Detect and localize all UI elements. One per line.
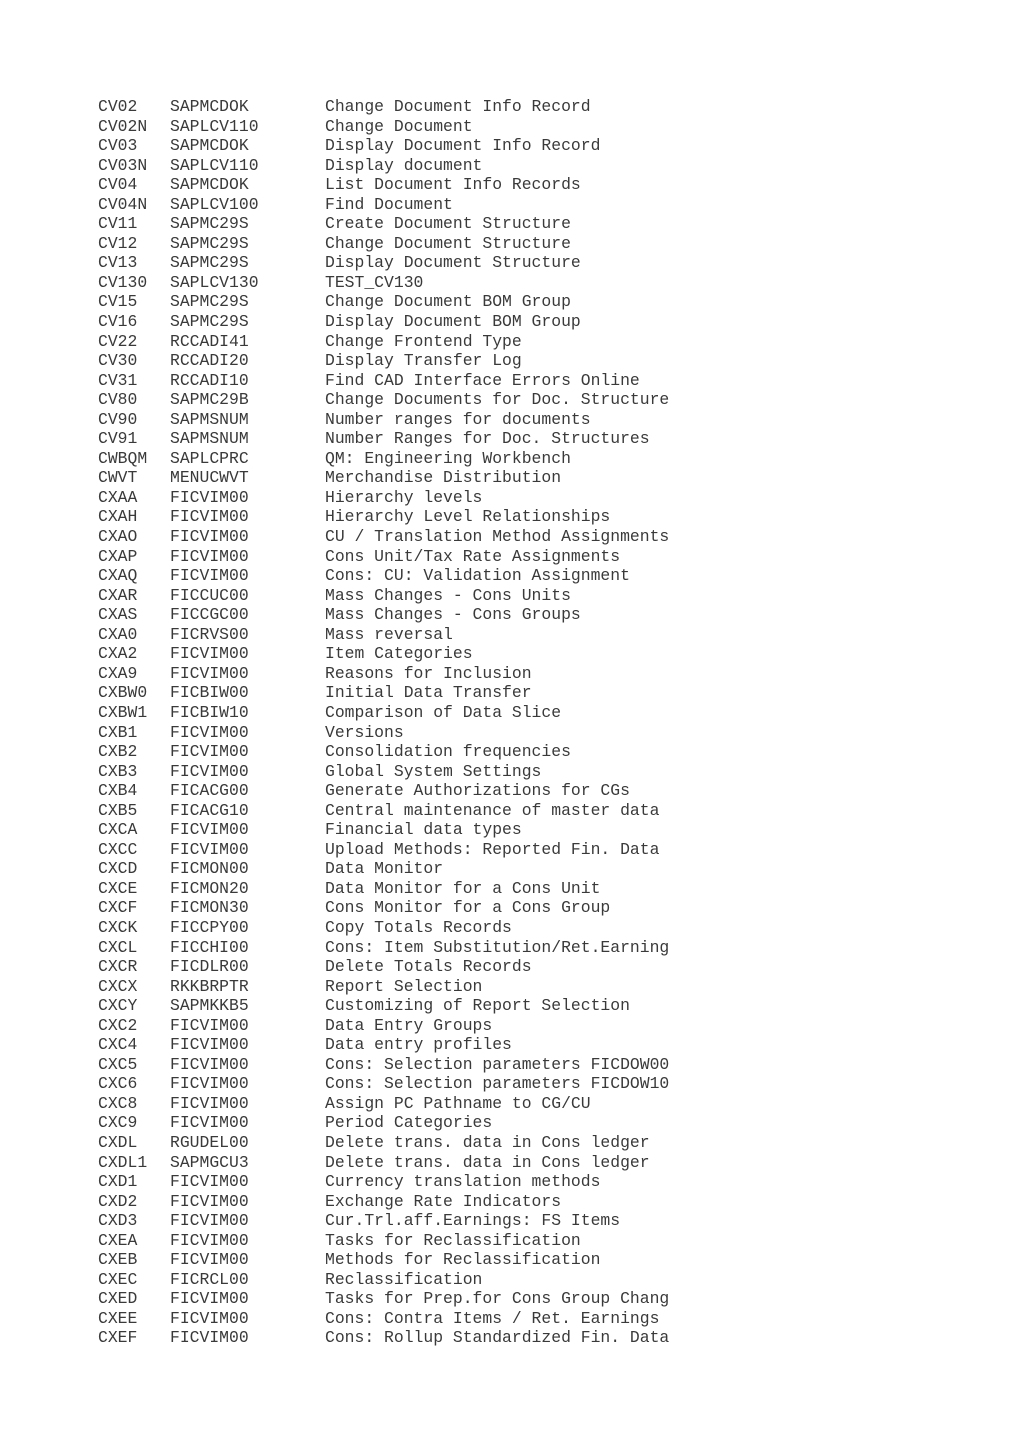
transaction-code: CXC6 (98, 1074, 138, 1094)
transaction-code: CXA2 (98, 644, 138, 664)
transaction-code: CV16 (98, 312, 138, 332)
transaction-row (98, 1211, 669, 1231)
transaction-code: CXCK (98, 917, 138, 937)
program-name: SAPLCPRC (170, 448, 249, 468)
transaction-row (98, 664, 669, 684)
transaction-description: Number Ranges for Doc. Structures (325, 429, 650, 449)
transaction-code: CXC4 (98, 1035, 138, 1055)
transaction-row (98, 527, 669, 547)
transaction-code: CXED (98, 1289, 138, 1309)
transaction-row (98, 156, 669, 176)
transaction-description: Change Documents for Doc. Structure (325, 390, 670, 410)
transaction-row (98, 175, 669, 195)
transaction-description: Change Document Structure (325, 233, 571, 253)
transaction-row (98, 1289, 669, 1309)
transaction-list (98, 97, 669, 1348)
transaction-description: Global System Settings (325, 761, 542, 781)
transaction-row (98, 898, 669, 918)
transaction-row (98, 762, 669, 782)
program-name: FICVIM00 (170, 546, 249, 566)
transaction-description: Display Transfer Log (325, 351, 522, 371)
transaction-row (98, 1250, 669, 1270)
transaction-row (98, 1016, 669, 1036)
transaction-row (98, 429, 669, 449)
program-name: FICRVS00 (170, 624, 249, 644)
transaction-code: CV04 (98, 175, 138, 195)
transaction-code: CV31 (98, 370, 138, 390)
program-name: SAPMSNUM (170, 409, 249, 429)
transaction-row (98, 1172, 669, 1192)
program-name: RGUDEL00 (170, 1132, 249, 1152)
transaction-description: Mass Changes - Cons Groups (325, 605, 581, 625)
transaction-code: CXEE (98, 1308, 138, 1328)
transaction-description: Change Document Info Record (325, 97, 591, 116)
transaction-code: CXC9 (98, 1113, 138, 1133)
transaction-description: Hierarchy Level Relationships (325, 507, 611, 527)
program-name: FICACG10 (170, 800, 249, 820)
transaction-code: CXB2 (98, 742, 138, 762)
transaction-row (98, 1192, 669, 1212)
transaction-description: Cons: Selection parameters FICDOW00 (325, 1054, 670, 1074)
program-name: FICVIM00 (170, 1191, 249, 1211)
transaction-code: CXA9 (98, 663, 138, 683)
program-name: FICVIM00 (170, 527, 249, 547)
transaction-code: CV15 (98, 292, 138, 312)
transaction-row (98, 801, 669, 821)
transaction-row (98, 996, 669, 1016)
transaction-row (98, 351, 669, 371)
program-name: FICVIM00 (170, 1113, 249, 1133)
transaction-row (98, 214, 669, 234)
program-name: FICVIM00 (170, 487, 249, 507)
transaction-code: CXDL (98, 1132, 138, 1152)
transaction-description: Data Monitor for a Cons Unit (325, 878, 601, 898)
transaction-row (98, 371, 669, 391)
program-name: SAPMC29S (170, 233, 249, 253)
transaction-description: Delete trans. data in Cons ledger (325, 1132, 650, 1152)
program-name: RCCADI10 (170, 370, 249, 390)
transaction-description: Delete trans. data in Cons ledger (325, 1152, 650, 1172)
transaction-description: Methods for Reclassification (325, 1250, 601, 1270)
program-name: FICVIM00 (170, 820, 249, 840)
program-name: SAPMC29B (170, 390, 249, 410)
transaction-description: QM: Engineering Workbench (325, 448, 571, 468)
transaction-code: CXAO (98, 527, 138, 547)
transaction-description: Cur.Trl.aff.Earnings: FS Items (325, 1211, 621, 1231)
transaction-description: CU / Translation Method Assignments (325, 527, 670, 547)
transaction-row (98, 273, 669, 293)
transaction-description: Change Document (325, 116, 473, 136)
transaction-description: Upload Methods: Reported Fin. Data (325, 839, 660, 859)
program-name: FICBIW00 (170, 683, 249, 703)
program-name: FICVIM00 (170, 1054, 249, 1074)
program-name: FICMON30 (170, 898, 249, 918)
transaction-code: CXD1 (98, 1172, 138, 1192)
transaction-row (98, 410, 669, 430)
transaction-description: Mass reversal (325, 624, 453, 644)
transaction-row (98, 195, 669, 215)
program-name: SAPMSNUM (170, 429, 249, 449)
transaction-code: CV130 (98, 272, 148, 292)
program-name: FICVIM00 (170, 761, 249, 781)
transaction-description: Data Entry Groups (325, 1015, 493, 1035)
transaction-row (98, 507, 669, 527)
transaction-row (98, 644, 669, 664)
transaction-row (98, 1074, 669, 1094)
transaction-description: Period Categories (325, 1113, 493, 1133)
program-name: SAPMKKB5 (170, 996, 249, 1016)
transaction-description: Assign PC Pathname to CG/CU (325, 1093, 591, 1113)
program-name: FICVIM00 (170, 566, 249, 586)
transaction-row (98, 820, 669, 840)
transaction-description: Initial Data Transfer (325, 683, 532, 703)
transaction-row (98, 1231, 669, 1251)
transaction-code: CXB3 (98, 761, 138, 781)
transaction-code: CV13 (98, 253, 138, 273)
transaction-description: Find Document (325, 194, 453, 214)
transaction-description: Cons: Selection parameters FICDOW10 (325, 1074, 670, 1094)
program-name: FICVIM00 (170, 742, 249, 762)
transaction-description: Currency translation methods (325, 1172, 601, 1192)
transaction-description: Cons Monitor for a Cons Group (325, 898, 611, 918)
transaction-code: CV22 (98, 331, 138, 351)
transaction-row (98, 312, 669, 332)
transaction-row (98, 840, 669, 860)
transaction-description: Cons: Rollup Standardized Fin. Data (325, 1328, 670, 1348)
program-name: FICACG00 (170, 781, 249, 801)
transaction-code: CV91 (98, 429, 138, 449)
transaction-row (98, 1153, 669, 1173)
program-name: SAPMCDOK (170, 136, 249, 156)
transaction-description: Item Categories (325, 644, 473, 664)
transaction-row (98, 742, 669, 762)
transaction-row (98, 566, 669, 586)
program-name: FICVIM00 (170, 839, 249, 859)
transaction-code: CXB1 (98, 722, 138, 742)
transaction-description: List Document Info Records (325, 175, 581, 195)
program-name: SAPLCV100 (170, 194, 259, 214)
transaction-description: Mass Changes - Cons Units (325, 585, 571, 605)
program-name: FICVIM00 (170, 1289, 249, 1309)
program-name: RCCADI20 (170, 351, 249, 371)
transaction-description: Cons: CU: Validation Assignment (325, 566, 630, 586)
transaction-row (98, 957, 669, 977)
transaction-row (98, 977, 669, 997)
transaction-code: CXAQ (98, 566, 138, 586)
program-name: SAPMGCU3 (170, 1152, 249, 1172)
transaction-code: CV02N (98, 116, 148, 136)
transaction-code: CV11 (98, 214, 138, 234)
program-name: FICVIM00 (170, 1308, 249, 1328)
program-name: FICDLR00 (170, 957, 249, 977)
program-name: MENUCWVT (170, 468, 249, 488)
transaction-description: Display Document BOM Group (325, 312, 581, 332)
program-name: FICVIM00 (170, 1035, 249, 1055)
transaction-row (98, 1133, 669, 1153)
transaction-row (98, 605, 669, 625)
program-name: SAPMC29S (170, 292, 249, 312)
transaction-row (98, 292, 669, 312)
transaction-code: CV90 (98, 409, 138, 429)
transaction-code: CXCA (98, 820, 138, 840)
program-name: FICBIW10 (170, 702, 249, 722)
program-name: SAPLCV110 (170, 116, 259, 136)
transaction-code: CXCE (98, 878, 138, 898)
program-name: SAPMC29S (170, 312, 249, 332)
program-name: SAPMCDOK (170, 175, 249, 195)
transaction-description: Comparison of Data Slice (325, 702, 562, 722)
transaction-row (98, 918, 669, 938)
transaction-row (98, 136, 669, 156)
transaction-code: CXD2 (98, 1191, 138, 1211)
transaction-row (98, 117, 669, 137)
transaction-row (98, 1328, 669, 1348)
transaction-row (98, 723, 669, 743)
transaction-description: Change Frontend Type (325, 331, 522, 351)
transaction-code: CXB5 (98, 800, 138, 820)
program-name: FICVIM00 (170, 1172, 249, 1192)
transaction-description: Cons Unit/Tax Rate Assignments (325, 546, 621, 566)
transaction-description: Data Monitor (325, 859, 444, 879)
program-name: FICVIM00 (170, 1328, 249, 1348)
transaction-code: CXDL1 (98, 1152, 148, 1172)
transaction-code: CXB4 (98, 781, 138, 801)
transaction-code: CXC8 (98, 1093, 138, 1113)
transaction-code: CV02 (98, 97, 138, 116)
program-name: FICCPY00 (170, 917, 249, 937)
transaction-row (98, 468, 669, 488)
transaction-row (98, 488, 669, 508)
transaction-row (98, 390, 669, 410)
transaction-description: Central maintenance of master data (325, 800, 660, 820)
transaction-description: Exchange Rate Indicators (325, 1191, 562, 1211)
program-name: RKKBRPTR (170, 976, 249, 996)
program-name: SAPMC29S (170, 253, 249, 273)
transaction-code: CXEB (98, 1250, 138, 1270)
transaction-code: CXA0 (98, 624, 138, 644)
transaction-description: Generate Authorizations for CGs (325, 781, 630, 801)
transaction-code: CV30 (98, 351, 138, 371)
program-name: FICCGC00 (170, 605, 249, 625)
program-name: FICVIM00 (170, 1015, 249, 1035)
program-name: FICVIM00 (170, 1230, 249, 1250)
transaction-row (98, 234, 669, 254)
transaction-description: Copy Totals Records (325, 917, 512, 937)
transaction-code: CXAP (98, 546, 138, 566)
program-name: FICMON00 (170, 859, 249, 879)
transaction-row (98, 859, 669, 879)
transaction-description: Financial data types (325, 820, 522, 840)
transaction-row (98, 1055, 669, 1075)
transaction-code: CV03N (98, 155, 148, 175)
transaction-description: Tasks for Reclassification (325, 1230, 581, 1250)
transaction-code: CWBQM (98, 448, 148, 468)
transaction-code: CV12 (98, 233, 138, 253)
transaction-row (98, 547, 669, 567)
transaction-description: Reclassification (325, 1269, 483, 1289)
transaction-row (98, 879, 669, 899)
program-name: SAPMCDOK (170, 97, 249, 116)
transaction-code: CWVT (98, 468, 138, 488)
transaction-code: CXEC (98, 1269, 138, 1289)
transaction-row (98, 1309, 669, 1329)
program-name: FICCUC00 (170, 585, 249, 605)
transaction-description: Create Document Structure (325, 214, 571, 234)
transaction-description: Change Document BOM Group (325, 292, 571, 312)
transaction-code: CV80 (98, 390, 138, 410)
transaction-row (98, 1035, 669, 1055)
program-name: FICVIM00 (170, 644, 249, 664)
transaction-row (98, 703, 669, 723)
transaction-code: CXAH (98, 507, 138, 527)
program-name: FICMON20 (170, 878, 249, 898)
transaction-code: CXCC (98, 839, 138, 859)
transaction-code: CV04N (98, 194, 148, 214)
program-name: SAPLCV110 (170, 155, 259, 175)
transaction-code: CXAS (98, 605, 138, 625)
program-name: FICVIM00 (170, 722, 249, 742)
transaction-description: Report Selection (325, 976, 483, 996)
program-name: FICVIM00 (170, 1074, 249, 1094)
transaction-description: Data entry profiles (325, 1035, 512, 1055)
transaction-code: CXEA (98, 1230, 138, 1250)
transaction-row (98, 586, 669, 606)
transaction-description: Display document (325, 155, 483, 175)
transaction-description: Customizing of Report Selection (325, 996, 630, 1016)
transaction-description: Number ranges for documents (325, 409, 591, 429)
program-name: FICRCL00 (170, 1269, 249, 1289)
transaction-code: CXBW1 (98, 702, 148, 722)
transaction-description: Delete Totals Records (325, 957, 532, 977)
transaction-description: Find CAD Interface Errors Online (325, 370, 640, 390)
transaction-row (98, 938, 669, 958)
transaction-row (98, 97, 669, 117)
transaction-row (98, 332, 669, 352)
transaction-row (98, 449, 669, 469)
transaction-description: Hierarchy levels (325, 487, 483, 507)
transaction-code: CXCY (98, 996, 138, 1016)
transaction-code: CXBW0 (98, 683, 148, 703)
program-name: FICVIM00 (170, 1211, 249, 1231)
transaction-row (98, 1113, 669, 1133)
transaction-row (98, 625, 669, 645)
transaction-code: CXEF (98, 1328, 138, 1348)
transaction-code: CXCF (98, 898, 138, 918)
program-name: RCCADI41 (170, 331, 249, 351)
program-name: FICVIM00 (170, 1093, 249, 1113)
program-name: FICVIM00 (170, 507, 249, 527)
transaction-row (98, 683, 669, 703)
transaction-code: CXCL (98, 937, 138, 957)
transaction-description: Reasons for Inclusion (325, 663, 532, 683)
transaction-code: CXCR (98, 957, 138, 977)
transaction-description: Versions (325, 722, 404, 742)
transaction-code: CXAR (98, 585, 138, 605)
transaction-row (98, 1270, 669, 1290)
program-name: FICVIM00 (170, 663, 249, 683)
transaction-row (98, 1094, 669, 1114)
transaction-description: Merchandise Distribution (325, 468, 562, 488)
transaction-code: CXAA (98, 487, 138, 507)
transaction-description: Cons: Contra Items / Ret. Earnings (325, 1308, 660, 1328)
transaction-row (98, 781, 669, 801)
transaction-row (98, 253, 669, 273)
transaction-description: TEST_CV130 (325, 272, 424, 292)
program-name: FICCHI00 (170, 937, 249, 957)
transaction-code: CXC2 (98, 1015, 138, 1035)
transaction-code: CV03 (98, 136, 138, 156)
transaction-code: CXCD (98, 859, 138, 879)
program-name: SAPMC29S (170, 214, 249, 234)
transaction-code: CXD3 (98, 1211, 138, 1231)
transaction-description: Display Document Info Record (325, 136, 601, 156)
program-name: SAPLCV130 (170, 272, 259, 292)
transaction-description: Display Document Structure (325, 253, 581, 273)
transaction-description: Cons: Item Substitution/Ret.Earning (325, 937, 670, 957)
transaction-code: CXC5 (98, 1054, 138, 1074)
transaction-code: CXCX (98, 976, 138, 996)
transaction-description: Consolidation frequencies (325, 742, 571, 762)
program-name: FICVIM00 (170, 1250, 249, 1270)
transaction-description: Tasks for Prep.for Cons Group Chang (325, 1289, 670, 1309)
